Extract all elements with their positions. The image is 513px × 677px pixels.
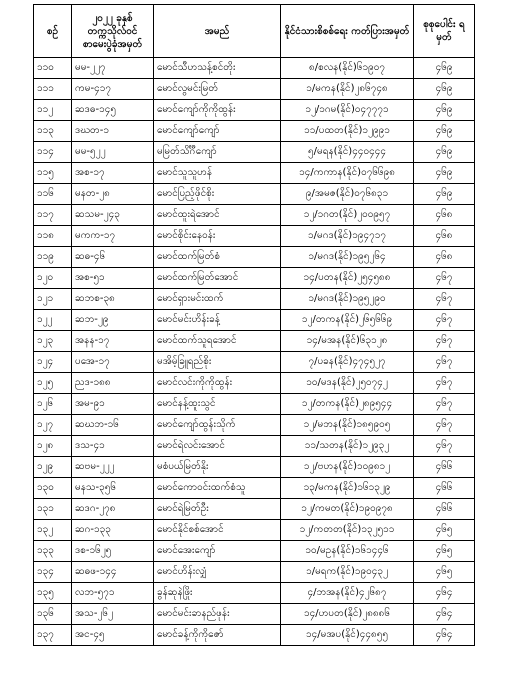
row-number-cell: ၁၂၁ bbox=[34, 289, 72, 310]
student-name-cell: မအိမ့်ခြူရည်စိုး bbox=[154, 352, 281, 373]
total-score-cell: ၄၆၅ bbox=[414, 541, 475, 562]
roll-number-cell: လဘ-၅၇၁ bbox=[72, 583, 154, 604]
student-name-cell: ခွန်ဆုနဲဖြိုး bbox=[154, 583, 281, 604]
row-number-cell: ၁၁၃ bbox=[34, 121, 72, 142]
row-number-cell: ၁၃၂ bbox=[34, 520, 72, 541]
total-score-cell: ၄၆၉ bbox=[414, 121, 475, 142]
roll-number-cell: ပအေ-၁၇ bbox=[72, 352, 154, 373]
total-score-cell: ၄၆၇ bbox=[414, 352, 475, 373]
student-name-cell: မောင်ဟိန်းလျှံ bbox=[154, 562, 281, 583]
total-score-cell: ၄၆၄ bbox=[414, 604, 475, 625]
nrc-number-cell: ၁၄/ကကာန(နိုင်)၀၇၆၆၉၈ bbox=[281, 163, 414, 184]
nrc-number-cell: ၁/မကန(နိုင်)၂၈၆၇၄၈ bbox=[281, 79, 414, 100]
row-number-cell: ၁၁၈ bbox=[34, 226, 72, 247]
nrc-number-cell: ၁/မဂဒ(နိုင်)၁၉၅၂၆၄ bbox=[281, 247, 414, 268]
nrc-number-cell: ၁၄/ပတန(နိုင်)၂၅၄၅၈၈ bbox=[281, 268, 414, 289]
total-score-cell: ၄၆၇ bbox=[414, 268, 475, 289]
nrc-number-cell: ၁၃/မကန(နိုင်)၁၆၁၃၂၉ bbox=[281, 478, 414, 499]
nrc-number-cell: ၁၂/ကမတ(နိုင်)၁၉၀၉၇၈ bbox=[281, 499, 414, 520]
student-name-cell: မောင်နန့်ထူးသွင် bbox=[154, 394, 281, 415]
total-score-cell: ၄၆၇ bbox=[414, 289, 475, 310]
row-number-cell: ၁၃၃ bbox=[34, 541, 72, 562]
row-number-cell: ၁၃၆ bbox=[34, 604, 72, 625]
table-row bbox=[34, 520, 475, 541]
nrc-number-cell: ၁၀/မဥန(နိုင်)၁၆၁၄၄၆ bbox=[281, 541, 414, 562]
row-number-cell: ၁၃၄ bbox=[34, 562, 72, 583]
student-name-cell: မောင်ရဲမြတ်ဦး bbox=[154, 499, 281, 520]
student-name-cell: မောင်ထက်မြတ်စံ bbox=[154, 247, 281, 268]
total-score-cell: ၄၆၇ bbox=[414, 373, 475, 394]
total-score-cell: ၄၆၄ bbox=[414, 583, 475, 604]
results-sheet bbox=[33, 4, 474, 646]
total-score-cell: ၄၆၈ bbox=[414, 226, 475, 247]
student-name-cell: မောင်ထူးရဲအောင် bbox=[154, 205, 281, 226]
student-name-cell: မောင်မင်းဟိန်းခန့် bbox=[154, 310, 281, 331]
table-row bbox=[34, 373, 475, 394]
nrc-number-cell: ၁/မဂဒ(နိုင်)၁၉၅၂၉၀ bbox=[281, 289, 414, 310]
table-row bbox=[34, 457, 475, 478]
total-score-cell: ၄၆၇ bbox=[414, 310, 475, 331]
row-number-cell: ၁၁၁ bbox=[34, 79, 72, 100]
roll-number-cell: အစ-၅၁ bbox=[72, 268, 154, 289]
table-row bbox=[34, 247, 475, 268]
results-table bbox=[33, 4, 475, 646]
table-row bbox=[34, 205, 475, 226]
roll-number-cell: ဆဗမ-၂၂၂ bbox=[72, 457, 154, 478]
table-row bbox=[34, 268, 475, 289]
total-score-cell: ၄၆၆ bbox=[414, 478, 475, 499]
row-number-cell: ၁၁၆ bbox=[34, 184, 72, 205]
table-row bbox=[34, 226, 475, 247]
student-name-cell: မောင်ကောဝင်းထက်စံသူ bbox=[154, 478, 281, 499]
roll-number-cell: ဆဂ-၁၃၃ bbox=[72, 520, 154, 541]
row-number-cell: ၁၂၅ bbox=[34, 373, 72, 394]
total-score-cell: ၄၆၇ bbox=[414, 331, 475, 352]
nrc-number-cell: ၁၂/ဗဟန(နိုင်)၁၀၉၈၁၂ bbox=[281, 457, 414, 478]
header-roll-number: ၂၀၂၂ ခုနှစ် တက္ကသိုလ်ဝင် စာမေးပွဲခုံအမှတ် bbox=[72, 5, 154, 58]
student-name-cell: မောင်ခန့်ကိုကိုဇော် bbox=[154, 625, 281, 646]
header-nrc: နိုင်ငံသားစိစစ်ရေး ကတ်ပြားအမှတ် bbox=[281, 5, 414, 58]
roll-number-cell: မနသ-၃၅၆ bbox=[72, 478, 154, 499]
total-score-cell: ၄၆၉ bbox=[414, 142, 475, 163]
nrc-number-cell: ၁၄/ဟပတ(နိုင်)၂၈၈၈၆ bbox=[281, 604, 414, 625]
row-number-cell: ၁၂၂ bbox=[34, 310, 72, 331]
header-total-score: စုစုပေါင်း ရမှတ် bbox=[414, 5, 475, 58]
row-number-cell: ၁၃၀ bbox=[34, 478, 72, 499]
student-name-cell: မစံပယ်မြတ်နိုး bbox=[154, 457, 281, 478]
nrc-number-cell: ၁၂/၁ဂတ(နိုင်)၂၀၀၉၅၇ bbox=[281, 205, 414, 226]
total-score-cell: ၄၆၆ bbox=[414, 499, 475, 520]
roll-number-cell: အနန-၁၇ bbox=[72, 331, 154, 352]
header-name: အမည် bbox=[154, 5, 281, 58]
nrc-number-cell: ၁၂/ကတတ(နိုင်)၁၃၂၅၁၁ bbox=[281, 520, 414, 541]
roll-number-cell: ဒဃတ-၁ bbox=[72, 121, 154, 142]
row-number-cell: ၁၃၁ bbox=[34, 499, 72, 520]
row-number-cell: ၁၁၇ bbox=[34, 205, 72, 226]
student-name-cell: မောင်ရှားမင်းထက် bbox=[154, 289, 281, 310]
total-score-cell: ၄၆၉ bbox=[414, 58, 475, 79]
student-name-cell: မောင်ထက်မြတ်အောင် bbox=[154, 268, 281, 289]
student-name-cell: မောင်ထက်သူရအောင် bbox=[154, 331, 281, 352]
row-number-cell: ၁၂၆ bbox=[34, 394, 72, 415]
student-name-cell: မောင်ကျော်ကိုကိုထွန်း bbox=[154, 100, 281, 121]
roll-number-cell: မနတ-၂၈ bbox=[72, 184, 154, 205]
row-number-cell: ၁၂၇ bbox=[34, 415, 72, 436]
table-row bbox=[34, 289, 475, 310]
total-score-cell: ၄၆၉ bbox=[414, 100, 475, 121]
table-row bbox=[34, 331, 475, 352]
row-number-cell: ၁၃၇ bbox=[34, 625, 72, 646]
student-name-cell: မောင်အေးကျော် bbox=[154, 541, 281, 562]
student-name-cell: မမြတ်သိင်္ဂီကျော် bbox=[154, 142, 281, 163]
row-number-cell: ၁၂၈ bbox=[34, 436, 72, 457]
table-row bbox=[34, 415, 475, 436]
roll-number-cell: ဆဘ-၂၉ bbox=[72, 310, 154, 331]
nrc-number-cell: ၁၂/တကန(နိုင်)၂၈၉၅၄၄ bbox=[281, 394, 414, 415]
nrc-number-cell: ၁၄/မအပ(နိုင်)၄၄၈၅၅ bbox=[281, 625, 414, 646]
total-score-cell: ၄၆၉ bbox=[414, 163, 475, 184]
table-row bbox=[34, 394, 475, 415]
roll-number-cell: ဆဘစ-၃၈ bbox=[72, 289, 154, 310]
table-row bbox=[34, 583, 475, 604]
row-number-cell: ၁၁၂ bbox=[34, 100, 72, 121]
student-name-cell: မောင်သူသူဟန် bbox=[154, 163, 281, 184]
roll-number-cell: ဆဓ-၄၆ bbox=[72, 247, 154, 268]
row-number-cell: ၁၂၀ bbox=[34, 268, 72, 289]
nrc-number-cell: ၅/မရန(နိုင်)၄၄၀၄၄၄ bbox=[281, 142, 414, 163]
student-name-cell: မောင်လွမင်းမြတ် bbox=[154, 79, 281, 100]
roll-number-cell: မကက-၁၇ bbox=[72, 226, 154, 247]
table-row bbox=[34, 604, 475, 625]
roll-number-cell: ဆဓဖ-၁၄၄ bbox=[72, 562, 154, 583]
total-score-cell: ၄၆၅ bbox=[414, 520, 475, 541]
roll-number-cell: ဆဒဓ-၁၄၅ bbox=[72, 100, 154, 121]
nrc-number-cell: ၈/စလန(နိုင်)၆၁၉၀၇ bbox=[281, 58, 414, 79]
table-row bbox=[34, 100, 475, 121]
student-name-cell: မောင်သီဟသန့်စင်တိုး bbox=[154, 58, 281, 79]
table-row bbox=[34, 121, 475, 142]
student-name-cell: မောင်စိုင်းနေဝန်း bbox=[154, 226, 281, 247]
table-row bbox=[34, 184, 475, 205]
student-name-cell: မောင်လင်းကိုကိုထွန်း bbox=[154, 373, 281, 394]
row-number-cell: ၁၂၄ bbox=[34, 352, 72, 373]
student-name-cell: မောင်မင်းခာနည်ဖုန်း bbox=[154, 604, 281, 625]
table-row bbox=[34, 310, 475, 331]
student-name-cell: မောင်ကျော်ကျော် bbox=[154, 121, 281, 142]
total-score-cell: ၄၆၇ bbox=[414, 415, 475, 436]
roll-number-cell: အသ-၂၆၂ bbox=[72, 604, 154, 625]
nrc-number-cell: ၉/အမဇ(နိုင်)၀၇၆၈၃၁ bbox=[281, 184, 414, 205]
nrc-number-cell: ၁၂/မဘန(နိုင်)၁၈၅၉၀၅ bbox=[281, 415, 414, 436]
roll-number-cell: ကမ-၄၁၇ bbox=[72, 79, 154, 100]
nrc-number-cell: ၁/မဂဒ(နိုင်)၁၉၄၇၁၇ bbox=[281, 226, 414, 247]
roll-number-cell: ဆသမ-၂၄၃ bbox=[72, 205, 154, 226]
nrc-number-cell: ၁/မရက(နိုင်)၁၉၀၄၃၂ bbox=[281, 562, 414, 583]
header-row bbox=[34, 5, 475, 58]
total-score-cell: ၄၆၆ bbox=[414, 457, 475, 478]
student-name-cell: မောင်ကျော်ထွန်းသိုက် bbox=[154, 415, 281, 436]
student-name-cell: မောင်ရဲလင်းအောင် bbox=[154, 436, 281, 457]
table-row bbox=[34, 478, 475, 499]
total-score-cell: ၄၆၈ bbox=[414, 205, 475, 226]
roll-number-cell: အင-၄၅ bbox=[72, 625, 154, 646]
total-score-cell: ၄၆၄ bbox=[414, 625, 475, 646]
student-name-cell: မောင်ပြည့်ဖိုင်စိုး bbox=[154, 184, 281, 205]
table-row bbox=[34, 163, 475, 184]
row-number-cell: ၁၁၀ bbox=[34, 58, 72, 79]
table-row bbox=[34, 58, 475, 79]
nrc-number-cell: ၄/ဘအန(နိုင်)၄၂၆၈၇ bbox=[281, 583, 414, 604]
table-row bbox=[34, 541, 475, 562]
row-number-cell: ၁၃၅ bbox=[34, 583, 72, 604]
roll-number-cell: ဆဒဂ-၂၇၈ bbox=[72, 499, 154, 520]
nrc-number-cell: ၁၂/၁ဂမ(နိုင်)၀၄၇၇၇၁ bbox=[281, 100, 414, 121]
total-score-cell: ၄၆၈ bbox=[414, 247, 475, 268]
total-score-cell: ၄၆၉ bbox=[414, 184, 475, 205]
results-body bbox=[34, 58, 475, 646]
row-number-cell: ၁၁၅ bbox=[34, 163, 72, 184]
roll-number-cell: အမ-၉၁ bbox=[72, 394, 154, 415]
roll-number-cell: ဒစ-၁၆၂၅ bbox=[72, 541, 154, 562]
row-number-cell: ၁၁၄ bbox=[34, 142, 72, 163]
nrc-number-cell: ၇/ပခန(နိုင်)၄၇၄၅၂၇ bbox=[281, 352, 414, 373]
total-score-cell: ၄၆၇ bbox=[414, 436, 475, 457]
total-score-cell: ၄၆၇ bbox=[414, 394, 475, 415]
row-number-cell: ၁၂၉ bbox=[34, 457, 72, 478]
row-number-cell: ၁၂၃ bbox=[34, 331, 72, 352]
roll-number-cell: အစ-၁၇ bbox=[72, 163, 154, 184]
table-row bbox=[34, 352, 475, 373]
total-score-cell: ၄၆၅ bbox=[414, 562, 475, 583]
table-row bbox=[34, 499, 475, 520]
row-number-cell: ၁၁၉ bbox=[34, 247, 72, 268]
nrc-number-cell: ၁၁/သတန(နိုင်)၁၂၉၃၂ bbox=[281, 436, 414, 457]
total-score-cell: ၄၆၉ bbox=[414, 79, 475, 100]
nrc-number-cell: ၁၂/တကန(နိုင်)၂၆၅၆၆၉ bbox=[281, 310, 414, 331]
table-row bbox=[34, 142, 475, 163]
table-row bbox=[34, 625, 475, 646]
table-row bbox=[34, 436, 475, 457]
nrc-number-cell: ၁၄/မအန(နိုင်)၆၃၁၂၈ bbox=[281, 331, 414, 352]
student-name-cell: မောင်နိုင်စစ်အောင် bbox=[154, 520, 281, 541]
table-row bbox=[34, 79, 475, 100]
table-row bbox=[34, 562, 475, 583]
header-no: စဉ် bbox=[34, 5, 72, 58]
nrc-number-cell: ၁၀/မဒန(နိုင်)၂၅၀၇၄၂ bbox=[281, 373, 414, 394]
nrc-number-cell: ၁၁/ပထတ(နိုင်)၁၂၉၉၁ bbox=[281, 121, 414, 142]
roll-number-cell: မမ-၂၂၇ bbox=[72, 58, 154, 79]
roll-number-cell: ဒသ-၄၁ bbox=[72, 436, 154, 457]
roll-number-cell: ညဒ-၁၈၈ bbox=[72, 373, 154, 394]
roll-number-cell: မမ-၅၂၂ bbox=[72, 142, 154, 163]
roll-number-cell: ဆဃဘ-၁၆ bbox=[72, 415, 154, 436]
